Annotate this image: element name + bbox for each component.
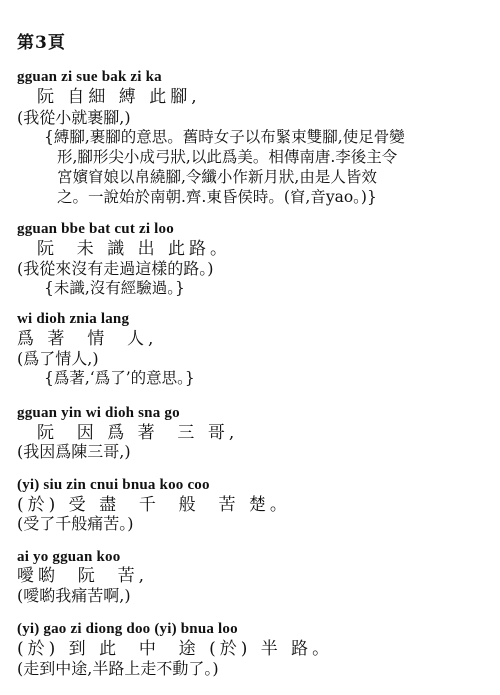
- entry-1-translation: (我從小就裹腳,): [17, 108, 131, 127]
- entry-2-note-line-1: {未識,沒有經驗過。}: [44, 279, 185, 297]
- entry-1-note-line-4: 之。一說始於南朝.齊.東昏侯時。(窅,音yao。)}: [57, 188, 377, 206]
- entry-4-romanization: gguan yin wi dioh sna go: [17, 405, 180, 421]
- entry-5-translation: (受了千般痛苦。): [17, 514, 134, 533]
- entry-2-translation: (我從來沒有走過這樣的路。): [17, 259, 214, 278]
- entry-1-romanization: gguan zi sue bak zi ka: [17, 69, 162, 85]
- entry-2-characters: 阮 未 識 出 此路。: [37, 239, 232, 259]
- entry-3-translation: (爲了情人,): [17, 349, 99, 368]
- entry-6-characters: 噯喲 阮 苦,: [17, 566, 149, 586]
- entry-2-romanization: gguan bbe bat cut zi loo: [17, 221, 174, 237]
- entry-1-characters: 阮 自細 縛 此腳,: [37, 87, 201, 107]
- entry-3-romanization: wi dioh znia lang: [17, 311, 130, 327]
- entry-3-characters: 爲 著 情 人,: [17, 329, 158, 349]
- entry-7-characters: (於) 到 此 中 途 (於) 半 路。: [17, 639, 334, 659]
- entry-7-romanization: (yi) gao zi diong doo (yi) bnua loo: [17, 621, 238, 637]
- entry-1-note-line-2: 形,腳形尖小成弓狀,以此爲美。相傳南唐.李後主令: [57, 148, 398, 166]
- page-number: 第3頁: [17, 33, 66, 53]
- entry-4-translation: (我因爲陳三哥,): [17, 442, 131, 461]
- entry-7-translation: (走到中途,半路上走不動了。): [17, 659, 219, 678]
- entry-6-romanization: ai yo gguan koo: [17, 549, 121, 565]
- entry-4-characters: 阮 因 爲 著 三 哥,: [37, 423, 239, 443]
- entry-3-note-line-1: {爲著,‘爲了’的意思。}: [44, 369, 195, 387]
- entry-5-romanization: (yi) siu zin cnui bnua koo coo: [17, 477, 210, 493]
- entry-1-note-line-3: 宮嬪窅娘以帛繞腳,令纖小作新月狀,由是人皆效: [57, 168, 377, 186]
- entry-5-characters: (於) 受 盡 千 般 苦 楚。: [17, 495, 291, 515]
- entry-6-translation: (噯喲我痛苦啊,): [17, 586, 131, 605]
- entry-1-note-line-1: {縛腳,裹腳的意思。舊時女子以布緊束雙腳,使足骨變: [44, 128, 405, 146]
